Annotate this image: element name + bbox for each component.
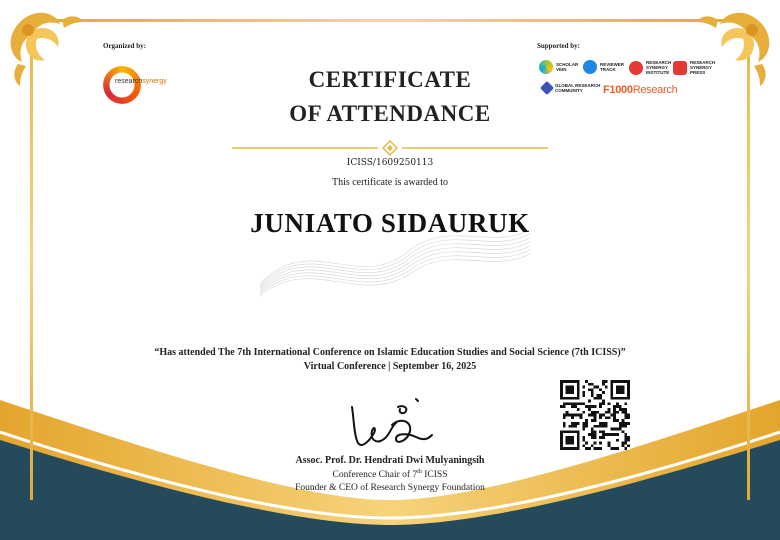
- f1000-research-logo: F1000Research: [603, 84, 678, 96]
- certificate-title-line2: OF ATTENDANCE: [289, 101, 491, 126]
- sponsor-global-research-community: GLOBAL RESEARCH COMMUNITY: [542, 83, 602, 93]
- top-gold-border: [40, 19, 740, 22]
- certificate-id: ICISS/1609250113: [346, 158, 434, 168]
- organized-by-label: Organized by:: [103, 42, 146, 50]
- supported-by-label: Supported by:: [537, 42, 580, 50]
- signatory-role: Conference Chair of 7th ICISS: [332, 469, 448, 481]
- awarded-text: This certificate is awarded to: [331, 177, 449, 188]
- logo-text-synergy: synergy: [142, 78, 167, 85]
- qr-code: [560, 380, 630, 450]
- gold-divider: [232, 140, 548, 156]
- sponsor-research-synergy-institute: RESEARCH SYNERGY INSTITUTE: [629, 60, 673, 75]
- conference-venue-date: Virtual Conference | September 16, 2025: [303, 361, 477, 372]
- signature-image: [340, 395, 440, 455]
- recipient-name: JUNIATO SIDAURUK: [250, 208, 530, 238]
- attendance-statement: “Has attended The 7th International Conference on Islamic Education Studies and Social Science (7th ICISS)”: [154, 347, 626, 358]
- certificate-title-line1: CERTIFICATE: [308, 67, 472, 92]
- logo-text-research: research: [115, 78, 143, 85]
- sponsor-research-synergy-press: RESEARCH SYNERGY PRESS: [673, 60, 717, 75]
- sponsor-scholar-vein: SCHOLAR VEIN: [539, 60, 583, 74]
- signatory-name: Assoc. Prof. Dr. Hendrati Dwi Mulyaningsih: [295, 455, 485, 466]
- signatory-role-2: Founder & CEO of Research Synergy Foundation: [295, 483, 485, 493]
- sponsor-reviewer-track: REVIEWER TRACK: [583, 60, 627, 74]
